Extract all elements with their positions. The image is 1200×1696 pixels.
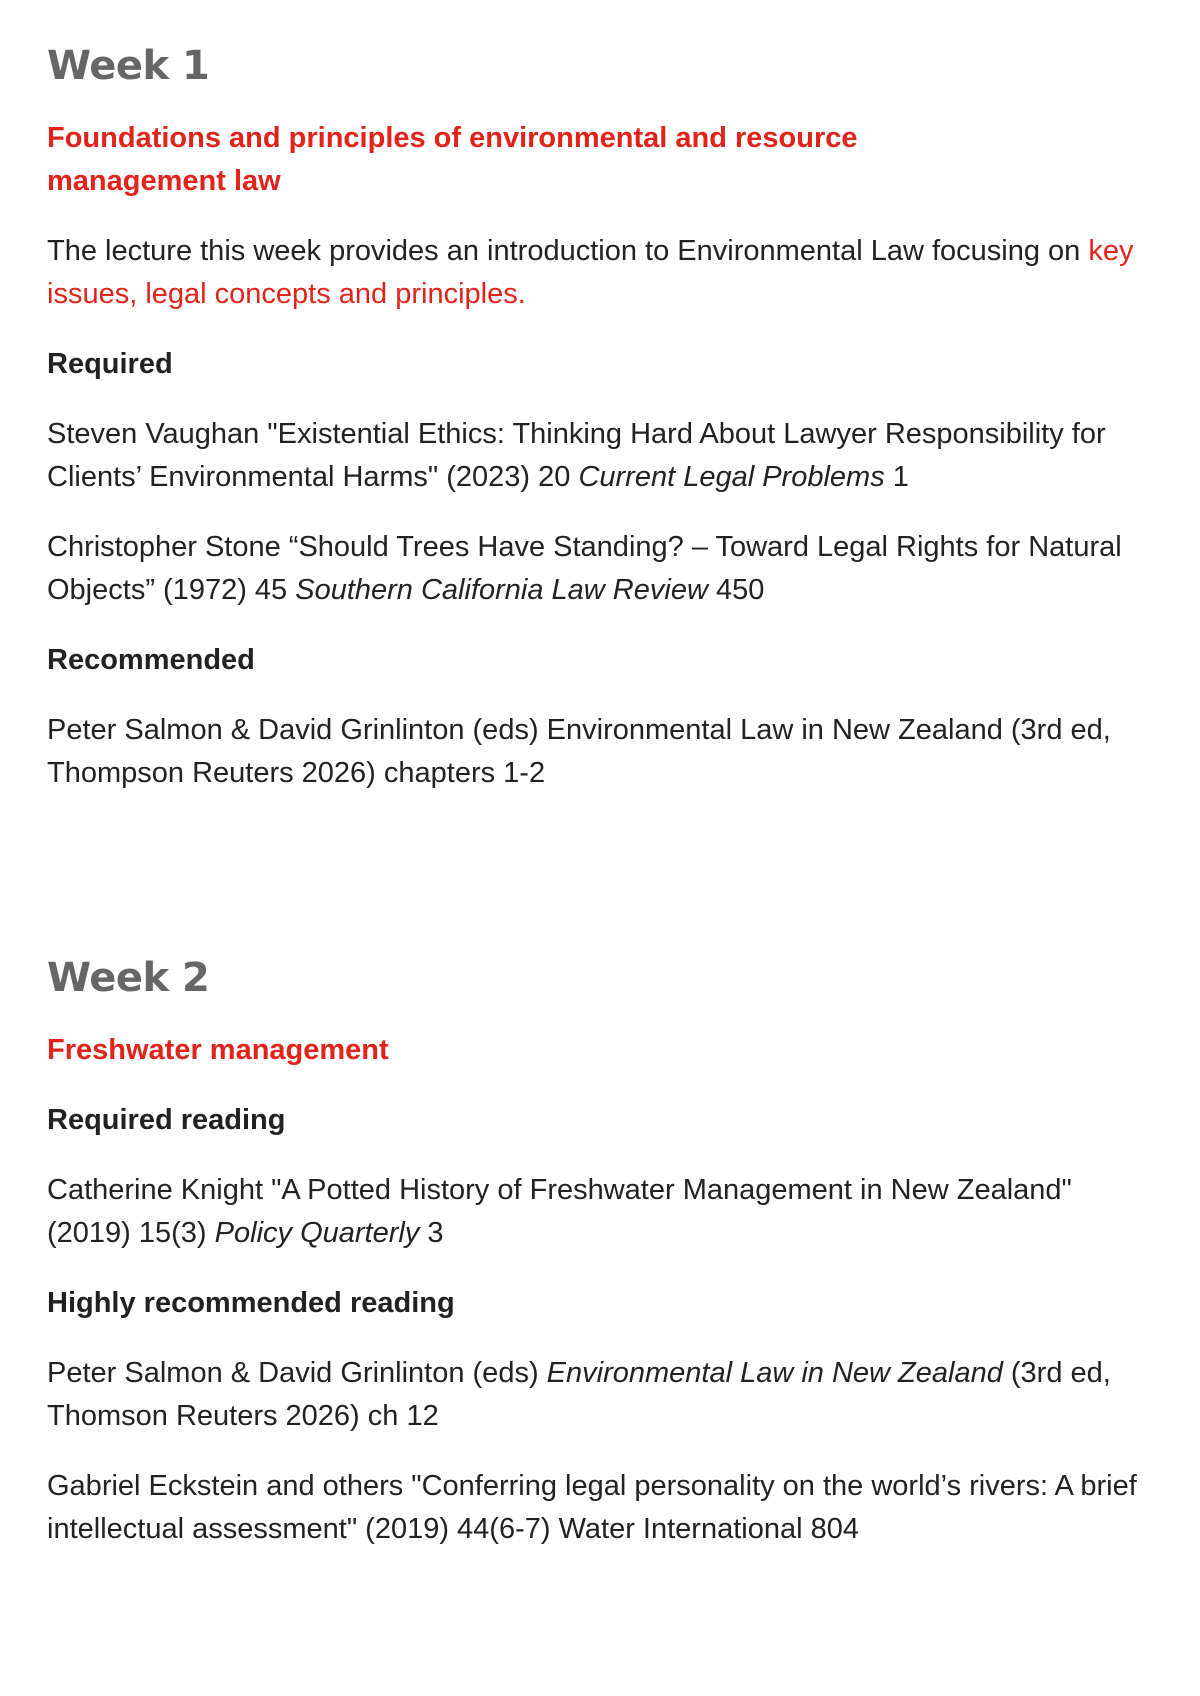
citation-text: Steven Vaughan "Existential Ethics: Thinking Hard About Lawyer Responsibility for Clients’ Environmental Harms" (2023) 20 <box>47 418 1106 493</box>
lecture-intro <box>47 230 1153 316</box>
citation-journal: Current Legal Problems <box>578 461 885 493</box>
week-topic: Freshwater management <box>47 1034 389 1066</box>
reading-citation: Peter Salmon & David Grinlinton (eds) Environmental Law in New Zealand (3rd ed, Thompson Reuters 2026) chapters 1-2 <box>47 714 1111 789</box>
lecture-intro-highlight: key issues, legal concepts and principles. <box>47 235 1134 310</box>
citation-page: 450 <box>707 574 765 606</box>
citation-page: 1 <box>884 461 909 493</box>
week-heading: Week 2 <box>47 955 210 1001</box>
citation-page: (3rd ed, Thomson Reuters 2026) ch 12 <box>47 1357 1111 1432</box>
required-label: Required reading <box>47 1104 286 1136</box>
required-label: Required <box>47 348 173 380</box>
citation-journal: Policy Quarterly <box>214 1217 420 1249</box>
citation-text: Catherine Knight "A Potted History of Freshwater Management in New Zealand" (2019) 15(3) <box>47 1174 1072 1249</box>
lecture-intro-text: The lecture this week provides an introduction to Environmental Law focusing on <box>47 235 1089 267</box>
week-heading: Week 1 <box>47 43 210 89</box>
week-topic <box>47 117 1153 203</box>
reading-citation <box>47 1352 1153 1438</box>
citation-journal: Environmental Law in New Zealand <box>546 1357 1003 1389</box>
citation-journal: Southern California Law Review <box>295 574 708 606</box>
reading-citation: Gabriel Eckstein and others "Conferring legal personality on the world’s rivers: A brief intellectual assessment" (2019) 44(6-7) Water International 804 <box>47 1470 1137 1545</box>
week-topic-line-1: Foundations and principles of environmental and resource <box>47 122 858 154</box>
citation-text: Peter Salmon & David Grinlinton (eds) <box>47 1357 547 1389</box>
recommended-label: Recommended <box>47 644 255 676</box>
week-1-section <box>47 40 1153 795</box>
week-topic-line-2: management law <box>47 165 281 197</box>
citation-page: 3 <box>419 1217 444 1249</box>
recommended-label: Highly recommended reading <box>47 1287 455 1319</box>
reading-citation <box>47 413 1153 499</box>
citation-text: Christopher Stone “Should Trees Have Standing? – Toward Legal Rights for Natural Objects” (1972) 45 <box>47 531 1122 606</box>
reading-citation <box>47 526 1153 612</box>
week-2-section <box>47 952 1153 1551</box>
reading-citation <box>47 1169 1153 1255</box>
